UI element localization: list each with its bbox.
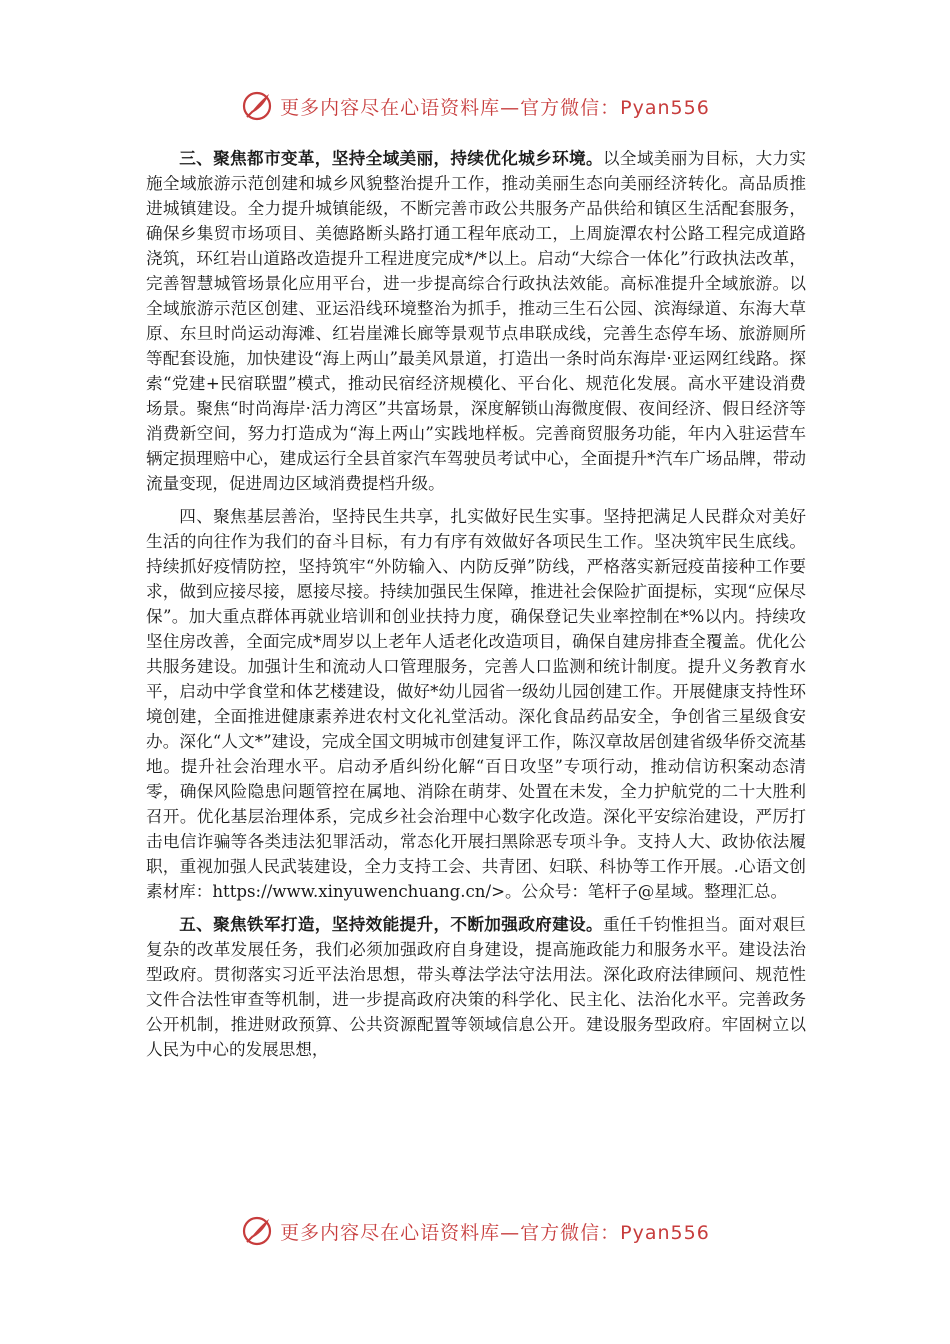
paragraph-section-3 — [146, 146, 806, 496]
section-3-heading: 三、聚焦都市变革，坚持全域美丽，持续优化城乡环境。 — [179, 148, 603, 168]
paragraph-section-5 — [146, 912, 806, 1062]
footer-watermark-banner — [0, 1211, 950, 1251]
header-watermark-banner — [0, 86, 950, 126]
document-body — [146, 146, 806, 1070]
section-5-heading: 五、聚焦铁军打造，坚持效能提升，不断加强政府建设。 — [179, 914, 603, 934]
feather-pen-circle-icon — [240, 89, 274, 123]
paragraph-section-4 — [146, 504, 806, 904]
section-4-body: 四、聚焦基层善治，坚持民生共享，扎实做好民生实事。坚持把满足人民群众对美好生活的向往作为我们的奋斗目标，有力有序有效做好各项民生工作。坚决筑牢民生底线。持续抓好疫情防控，坚持筑牢“外防输入、内防反弹”防线，严格落实新冠疫苗接种工作要求，做到应接尽接，愿接尽接。持续加强民生保障，推进社会保险扩面提标，实现“应保尽保”。加大重点群体再就业培训和创业扶持力度，确保登记失业率控制在*%以内。持续攻坚住房改善，全面完成*周岁以上老年人适老化改造项目，确保自建房排查全覆盖。优化公共服务建设。加强计生和流动人口管理服务，完善人口监测和统计制度。提升义务教育水平，启动中学食堂和体艺楼建设，做好*幼儿园省一级幼儿园创建工作。开展健康支持性环境创建，全面推进健康素养进农村文化礼堂活动。深化食品药品安全，争创省三星级食安办。深化“人文*”建设，完成全国文明城市创建复评工作，陈汉章故居创建省级华侨交流基地。提升社会治理水平。启动矛盾纠纷化解“百日攻坚”专项行动，推动信访积案动态清零，确保风险隐患问题管控在属地、消除在萌芽、处置在未发，全力护航党的二十大胜利召开。优化基层治理体系，完成乡社会治理中心数字化改造。深化平安综治建设，严厉打击电信诈骗等各类违法犯罪活动，常态化开展扫黑除恶专项斗争。支持人大、政协依法履职，重视加强人民武装建设，全力支持工会、共青团、妇联、科协等工作开展。.心语文创素材库：https://www.xinyuwenchuang.cn/>。公众号：笔杆子@星域。整理汇总。 — [146, 507, 806, 901]
section-3-body: 以全域美丽为目标，大力实施全域旅游示范创建和城乡风貌整治提升工作，推动美丽生态向美丽经济转化。高品质推进城镇建设。全力提升城镇能级，不断完善市政公共服务产品供给和镇区生活配套服务，确保乡集贸市场项目、美德路断头路打通工程年底动工，上周旋潭农村公路工程完成道路浇筑，环红岩山道路改造提升工程进度完成*/*以上。启动“大综合一体化”行政执法改革，完善智慧城管场景化应用平台，进一步提高综合行政执法效能。高标准提升全域旅游。以全域旅游示范区创建、亚运沿线环境整治为抓手，推动三生石公园、滨海绿道、东海大草原、东旦时尚运动海滩、红岩崖滩长廊等景观节点串联成线，完善生态停车场、旅游厕所等配套设施，加快建设“海上两山”最美风景道，打造出一条时尚东海岸·亚运网红线路。探索“党建+民宿联盟”模式，推动民宿经济规模化、平台化、规范化发展。高水平建设消费场景。聚焦“时尚海岸·活力湾区”共富场景，深度解锁山海微度假、夜间经济、假日经济等消费新空间，努力打造成为“海上两山”实践地样板。完善商贸服务功能，年内入驻运营车辆定损理赔中心，建成运行全县首家汽车驾驶员考试中心，全面提升*汽车广场品牌，带动流量变现，促进周边区域消费提档升级。 — [146, 149, 807, 493]
watermark-text: 更多内容尽在心语资料库—官方微信：Pyan556 — [280, 1221, 710, 1244]
section-5-body: 重任千钧惟担当。面对艰巨复杂的改革发展任务，我们必须加强政府自身建设，提高施政能力和服务水平。建设法治型政府。贯彻落实习近平法治思想，带头尊法学法守法用法。深化政府法律顾问、规范性文件合法性审查等机制，进一步提高政府决策的科学化、民主化、法治化水平。完善政务公开机制，推进财政预算、公共资源配置等领域信息公开。建设服务型政府。牢固树立以人民为中心的发展思想， — [146, 915, 807, 1059]
feather-pen-circle-icon — [240, 1214, 274, 1248]
watermark-text: 更多内容尽在心语资料库—官方微信：Pyan556 — [280, 96, 710, 119]
